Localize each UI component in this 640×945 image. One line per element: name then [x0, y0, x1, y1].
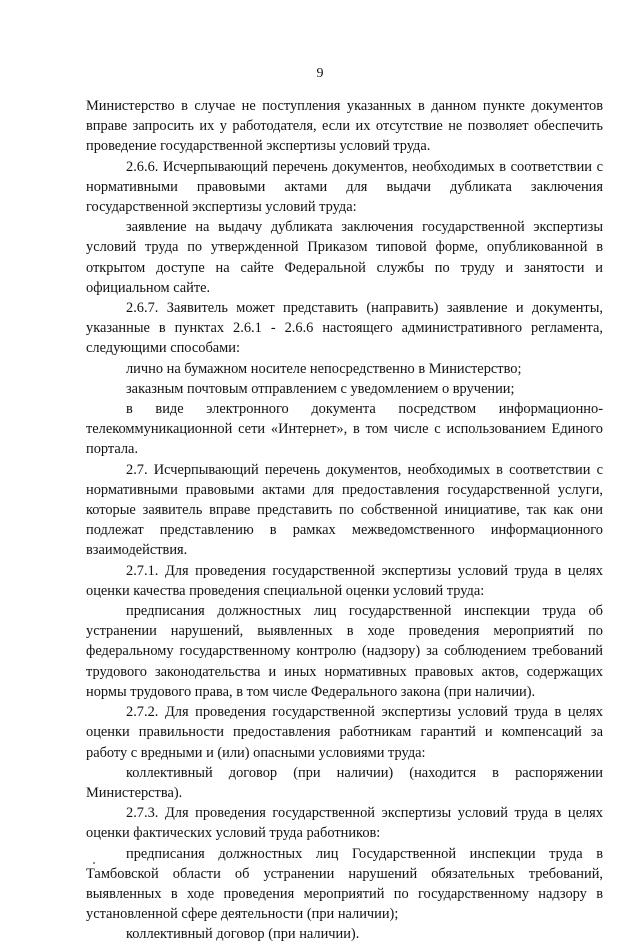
document-body: [86, 96, 603, 945]
paragraph-collective-agreement-ministry: коллективный договор (при наличии) (находится в распоряжении Министерства).: [86, 764, 603, 801]
paragraph-1: Министерство в случае не поступления указанных в данном пункте документов вправе запросить их у работодателя, если их отсутствие не позволяет обеспечить проведение государственной экспертизы условий труда.: [86, 98, 603, 155]
paragraph-collective-agreement: коллективный договор (при наличии).: [126, 926, 360, 943]
paragraph-2-6-6: 2.6.6. Исчерпывающий перечень документов, необходимых в соответствии с нормативными правовыми актами для выдачи дубликата заключения государственной экспертизы условий труда:: [86, 158, 603, 216]
paragraph-2-7-3: 2.7.3. Для проведения государственной экспертизы условий труда в целях оценки фактических условий труда работников:: [86, 805, 603, 842]
paragraph-duplicate-application: заявление на выдачу дубликата заключения государственной экспертизы условий труда по утвержденной Приказом типовой форме, опубликованной в открытом доступе на сайте Федеральной службы по труду и занятости и официальном сайте.: [86, 219, 603, 296]
paragraph-inspection-orders-tambov: предписания должностных лиц Государственной инспекции труда в Тамбовской области об устранении нарушений обязательных требований, выявленных в ходе проведения мероприятий по государственному надзору в установленной сфере деятельности (при наличии);: [86, 845, 603, 923]
list-item-in-person: лично на бумажном носителе непосредственно в Министерство;: [126, 360, 522, 377]
list-item-electronic: в виде электронного документа посредством информационно-телекоммуникационной сети «Интернет», в том числе с использованием Единого портала.: [86, 401, 603, 458]
paragraph-inspection-orders-federal: предписания должностных лиц государственной инспекции труда об устранении нарушений, выявленных в ходе проведения мероприятий по федеральному государственному контролю (надзору) за соблюдением требований трудового законодательства и иных нормативных правовых актов, содержащих нормы трудового права, в том числе Федерального закона (при наличии).: [86, 603, 603, 700]
paragraph-2-6-7: 2.6.7. Заявитель может представить (направить) заявление и документы, указанные в пунктах 2.6.1 - 2.6.6 настоящего административного регламента, следующими способами:: [86, 300, 603, 357]
page-number: 9: [316, 66, 324, 81]
scan-speck: [93, 862, 95, 864]
paragraph-2-7-2: 2.7.2. Для проведения государственной экспертизы условий труда в целях оценки правильности предоставления работникам гарантий и компенсаций за работу с вредными и (или) опасными условиями труда:: [86, 704, 603, 761]
list-item-registered-mail: заказным почтовым отправлением с уведомлением о вручении;: [126, 380, 515, 397]
paragraph-2-7: 2.7. Исчерпывающий перечень документов, необходимых в соответствии с нормативными правовыми актами для предоставления государственной услуги, которые заявитель вправе представить по собственной инициативе, так как они подлежат представлению в рамках межведомственного информационного взаимодействия.: [86, 461, 603, 559]
paragraph-2-7-1: 2.7.1. Для проведения государственной экспертизы условий труда в целях оценки качества проведения специальной оценки условий труда:: [86, 562, 603, 599]
